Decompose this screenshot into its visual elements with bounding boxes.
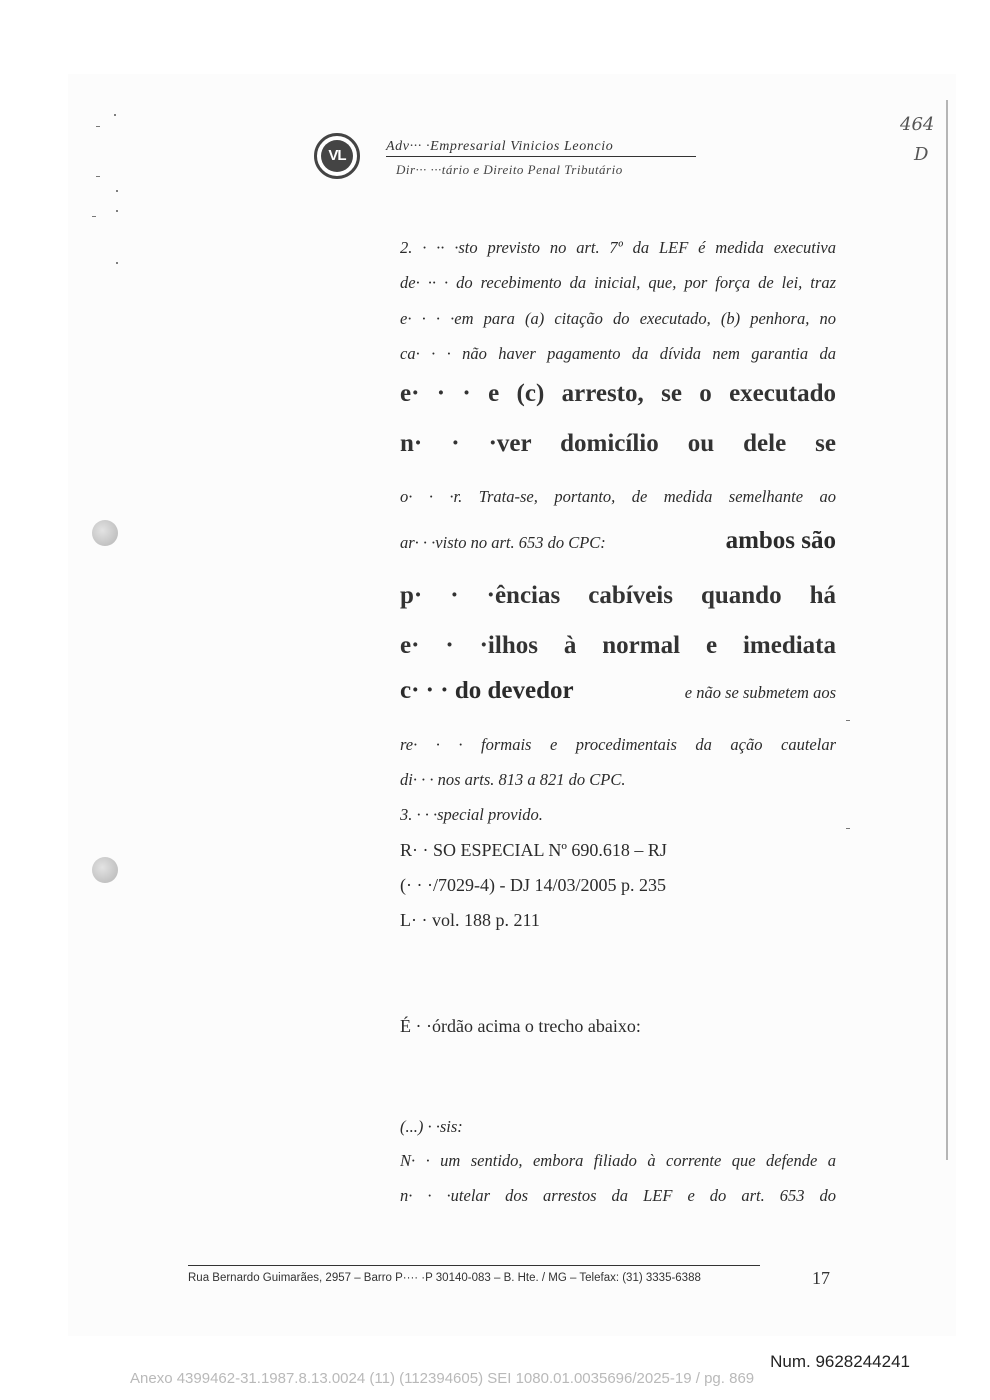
footer-rule	[188, 1265, 760, 1266]
firm-logo	[314, 133, 360, 179]
page-number: 17	[812, 1268, 830, 1288]
body-line-1: 2. · ·· ·sto previsto no art. 7º da LEF é medida executiva	[400, 238, 836, 257]
firm-logo-text: VL	[321, 140, 353, 172]
annex-reference-stamp: Anexo 4399462-31.1987.8.13.0024 (11) (112394605) SEI 1080.01.0035696/2025-19 / pg. 869	[130, 1370, 755, 1387]
citation-volume: L· · vol. 188 p. 211	[400, 910, 540, 930]
body-line-3: e· · · ·em para (a) citação do executado, (b) penhora, no	[400, 309, 836, 328]
body-line-8-bold: ambos são	[725, 531, 836, 553]
body-excerpt-1: (...) · ·sis:	[400, 1117, 463, 1136]
scan-speck	[116, 210, 118, 212]
body-line-12: re· · · formais e procedimentais da ação cautelar	[400, 735, 836, 754]
footer-address: Rua Bernardo Guimarães, 2957 – Barro P···· ·P 30140-083 – B. Hte. / MG – Telefax: (31) 3335-6388	[188, 1272, 701, 1284]
body-line-2: de· ·· · do recebimento da inicial, que, por força de lei, traz	[400, 273, 836, 292]
body-line-11	[400, 681, 836, 703]
scan-mark	[846, 828, 850, 829]
body-excerpt-2: N· · um sentido, embora filiado à corrente que defende a	[400, 1151, 836, 1170]
binder-hole-bottom	[92, 857, 118, 883]
binder-hole-top	[92, 520, 118, 546]
scan-mark	[92, 216, 96, 217]
body-line-6: n· · ·ver domicílio ou dele se	[400, 430, 836, 457]
document-page	[68, 74, 956, 1336]
scan-speck	[116, 190, 118, 192]
page-edge	[946, 100, 948, 1160]
scan-mark	[846, 720, 850, 721]
body-excerpt-3: n· · ·utelar dos arrestos da LEF e do art. 653 do	[400, 1186, 836, 1205]
citation-recurso: R· · SO ESPECIAL Nº 690.618 – RJ	[400, 840, 667, 860]
body-line-9: p· · ·ências cabíveis quando há	[400, 582, 836, 609]
scan-speck	[114, 114, 116, 116]
body-line-10: e· · ·ilhos à normal e imediata	[400, 632, 836, 659]
scan-mark	[96, 176, 100, 177]
body-line-8-italic: ar· · ·visto no art. 653 do CPC:	[400, 533, 606, 552]
scan-mark	[96, 126, 100, 127]
body-line-11-italic: e não se submetem aos	[684, 683, 836, 702]
letterhead-firm-name: Adv··· ·Empresarial Vinicios Leoncio	[386, 139, 696, 157]
body-line-14: 3. · · ·special provido.	[400, 805, 543, 824]
body-line-7: o· · ·r. Trata-se, portanto, de medida semelhante ao	[400, 487, 836, 506]
body-line-4: ca· · · não haver pagamento da dívida nem garantia da	[400, 344, 836, 363]
body-intro-excerpt: É · ·órdão acima o trecho abaixo:	[400, 1016, 641, 1036]
handwritten-page-number: 464	[900, 114, 935, 135]
body-line-13: di· · · nos arts. 813 a 821 do CPC.	[400, 770, 626, 789]
body-line-11-bold: c· · · do devedor	[400, 681, 574, 703]
letterhead-subtitle: Dir··· ···tário e Direito Penal Tributário	[396, 162, 623, 177]
body-line-8	[400, 531, 836, 553]
scan-speck	[116, 262, 118, 264]
document-number-stamp: Num. 9628244241	[770, 1352, 910, 1371]
body-line-5: e· · · e (c) arresto, se o executado	[400, 380, 836, 407]
citation-dj: (· · ·/7029-4) - DJ 14/03/2005 p. 235	[400, 875, 666, 895]
handwritten-initial: D	[914, 144, 929, 165]
